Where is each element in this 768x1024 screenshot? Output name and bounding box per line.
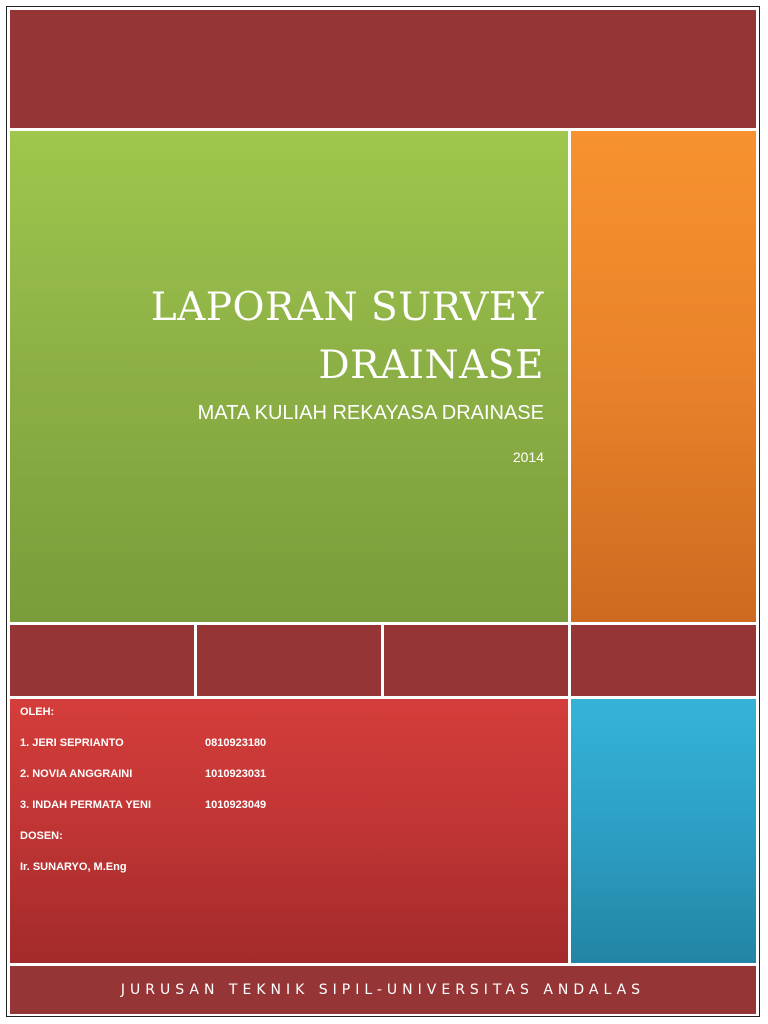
lecturer-name: Ir. SUNARYO, M.Eng	[20, 861, 127, 873]
report-year: 2014	[512, 449, 544, 465]
top-band	[10, 10, 756, 128]
lecturer-label: DOSEN:	[20, 830, 63, 842]
authors-label: OLEH:	[20, 706, 55, 718]
author-name: 1. JERI SEPRIANTO	[20, 737, 124, 749]
tile-2	[197, 625, 381, 696]
author-id: 1010923049	[205, 799, 267, 811]
author-name: 3. INDAH PERMATA YENI	[20, 799, 151, 811]
authors-info	[20, 705, 266, 891]
title-panel	[10, 131, 568, 622]
orange-panel	[571, 131, 756, 622]
title-line-1: LAPORAN SURVEY	[150, 285, 544, 330]
author-id: 1010923031	[205, 768, 267, 780]
title-line-2: DRAINASE	[318, 343, 544, 388]
lecturer-row	[20, 860, 266, 891]
course-subtitle: MATA KULIAH REKAYASA DRAINASE	[197, 402, 544, 424]
authors-panel	[10, 699, 568, 963]
report-title	[24, 279, 544, 395]
lecturer-label-row	[20, 829, 266, 860]
tile-3	[384, 625, 568, 696]
author-row	[20, 736, 266, 767]
footer-band	[10, 966, 756, 1014]
authors-label-row	[20, 705, 266, 736]
blue-panel	[571, 699, 756, 963]
tile-4	[571, 625, 756, 696]
author-name: 2. NOVIA ANGGRAINI	[20, 768, 133, 780]
author-id: 0810923180	[205, 737, 267, 749]
author-row	[20, 767, 266, 798]
author-row	[20, 798, 266, 829]
tile-1	[10, 625, 194, 696]
institution-footer: JURUSAN TEKNIK SIPIL-UNIVERSITAS ANDALAS	[120, 982, 646, 998]
